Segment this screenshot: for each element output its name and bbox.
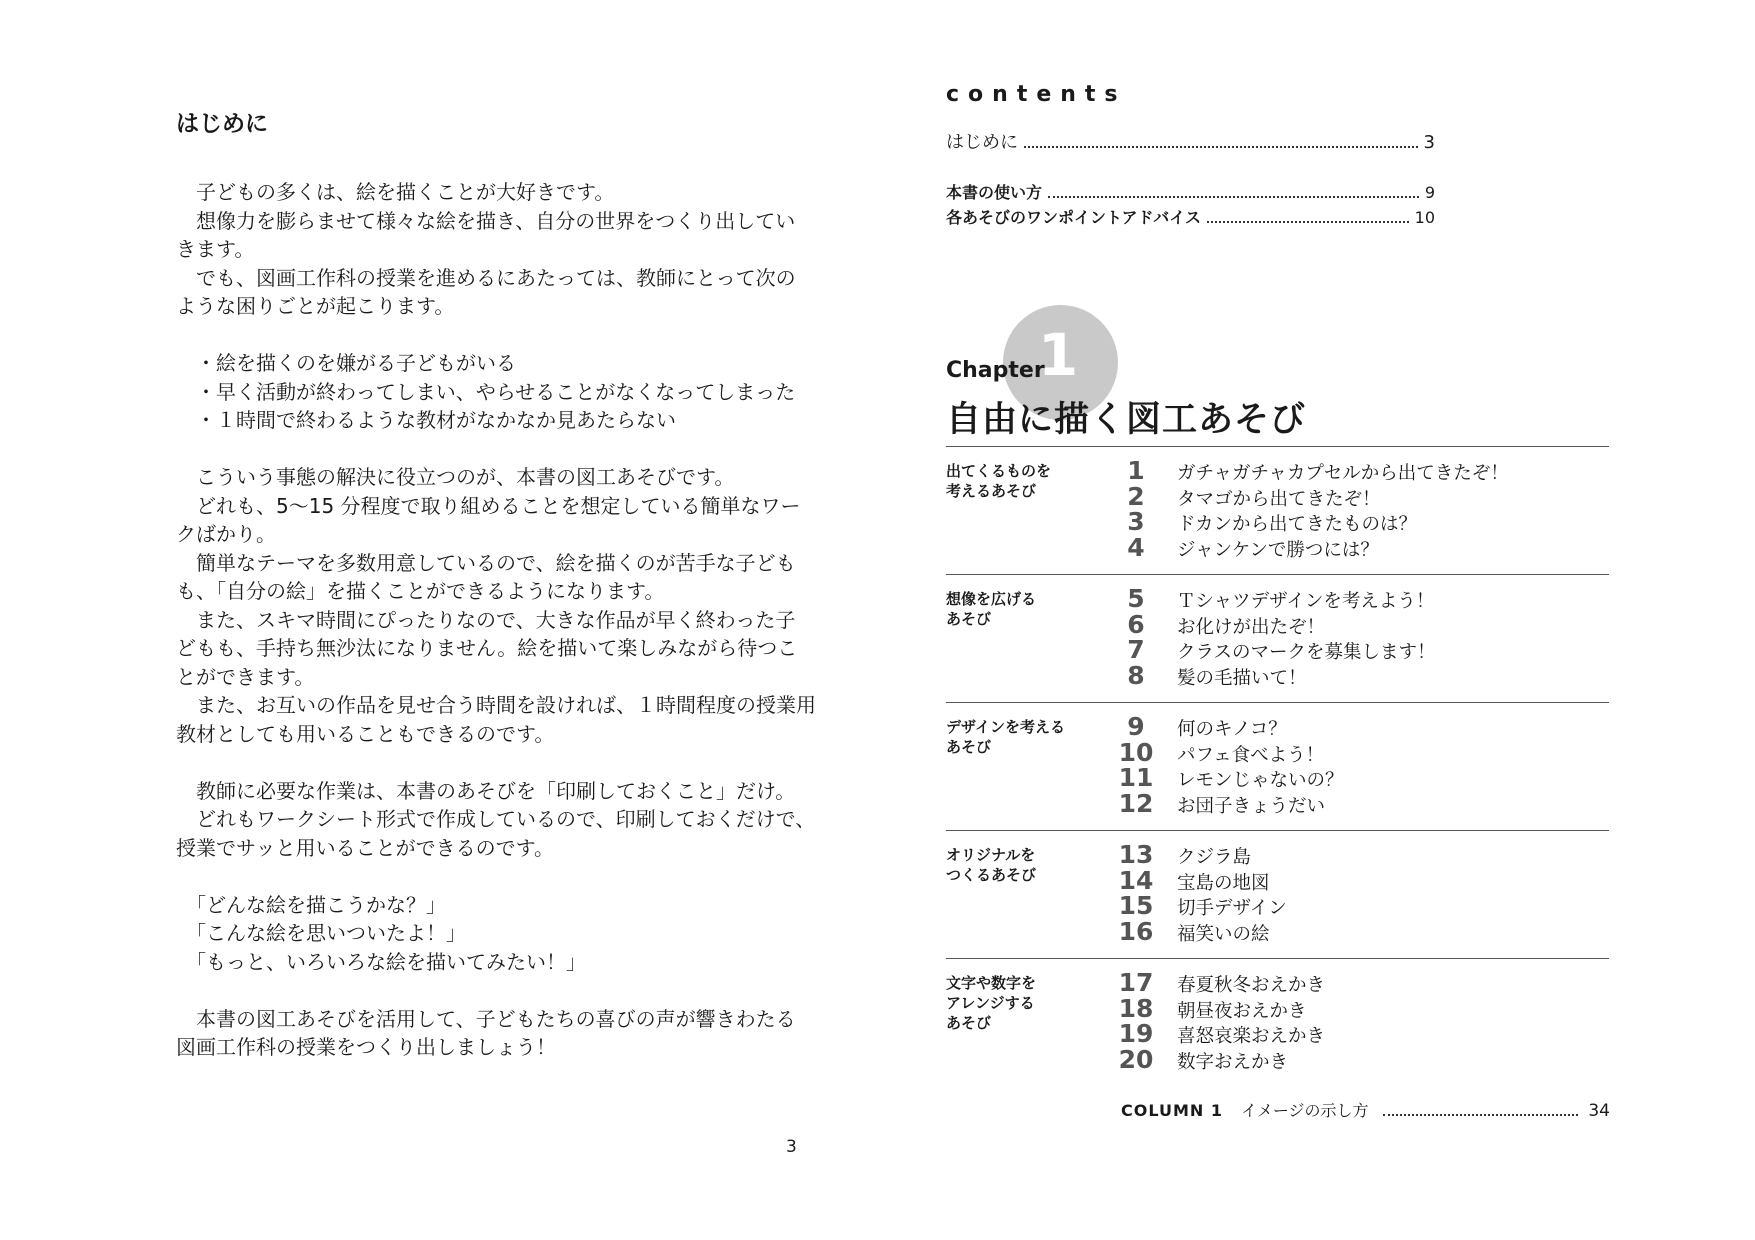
item-number: 2 xyxy=(1127,481,1145,511)
item-title: タマゴから出てきたぞ！ xyxy=(1177,488,1381,510)
item-title: 宝島の地図 xyxy=(1177,872,1270,894)
item-number: 1 xyxy=(1127,456,1145,485)
toc-item[interactable] xyxy=(1111,993,1325,1023)
group-label: 想像を広げる あそび xyxy=(946,590,1037,628)
column-title: イメージの示し方 xyxy=(1240,1101,1369,1120)
item-title: クジラ島 xyxy=(1177,847,1252,868)
introduction-page xyxy=(176,108,816,1062)
item-title: 喜怒哀楽おえかき xyxy=(1177,1026,1326,1047)
item-title: 髪の毛描いて！ xyxy=(1177,667,1307,689)
item-title: お団子きょうだい xyxy=(1177,795,1326,817)
group-items xyxy=(1111,458,1509,560)
item-number: 19 xyxy=(1118,1019,1154,1048)
item-title: レモンじゃないの？ xyxy=(1177,770,1344,791)
item-title: 何のキノコ？ xyxy=(1177,719,1287,740)
intro-bullet-list: ・絵を描くのを嫌がる子どもがいる ・早く活動が終わってしまい、やらせることがなくなってしまった ・１時間で終わるような教材がなかなか見あたらない xyxy=(195,351,796,432)
item-title: 福笑いの絵 xyxy=(1177,923,1270,945)
dot-leader xyxy=(1024,146,1418,148)
group-items xyxy=(1111,970,1325,1072)
group-label: 出てくるものを 考えるあそび xyxy=(946,462,1052,500)
toc-item[interactable] xyxy=(1111,609,1435,639)
toc-item[interactable] xyxy=(1111,916,1287,946)
toc-item[interactable] xyxy=(1111,586,1435,612)
toc-entry-introduction[interactable] xyxy=(946,128,1435,154)
item-number: 18 xyxy=(1118,993,1154,1023)
toc-item[interactable] xyxy=(1111,660,1435,690)
item-number: 20 xyxy=(1118,1044,1154,1074)
item-title: ガチャガチャカプセルから出てきたぞ！ xyxy=(1177,463,1509,484)
item-number: 11 xyxy=(1118,763,1154,792)
item-title: 数字おえかき xyxy=(1177,1051,1289,1073)
toc-group xyxy=(946,958,1609,1086)
toc-column-entry[interactable] xyxy=(1121,1098,1610,1121)
toc-entry-advice[interactable] xyxy=(946,205,1435,228)
toc-item[interactable] xyxy=(1111,788,1344,818)
chapter-number: 1 xyxy=(1037,321,1079,389)
chapter-label: Chapter xyxy=(946,358,1045,383)
toc-item[interactable] xyxy=(1111,737,1344,767)
toc-item[interactable] xyxy=(1111,532,1509,562)
intro-paragraph-1: 子どもの多くは、絵を描くことが大好きです。 想像力を膨らませて様々な絵を描き、自分の世界をつくり出してい きます。 でも、図画工作科の授業を進めるにあたっては、教師にとって次の ような困りごとが起こります。 xyxy=(176,180,796,318)
toc-entry-page: 3 xyxy=(1423,132,1435,153)
toc-item[interactable] xyxy=(1111,637,1435,663)
toc-entry-page: 10 xyxy=(1414,208,1435,227)
toc-entry-label: はじめに xyxy=(946,132,1018,153)
chapter-title: 自由に描く図工あそび xyxy=(946,400,1307,440)
toc-item[interactable] xyxy=(1111,865,1287,895)
toc-group xyxy=(946,574,1609,702)
dot-leader xyxy=(1048,196,1419,198)
item-number: 7 xyxy=(1127,635,1145,664)
toc-item[interactable] xyxy=(1111,509,1509,535)
item-title: ジャンケンで勝つには？ xyxy=(1177,539,1379,561)
item-title: 春夏秋冬おえかき xyxy=(1177,975,1326,996)
toc-group xyxy=(946,446,1609,574)
toc-item[interactable] xyxy=(1111,765,1344,791)
group-label: デザインを考える あそび xyxy=(946,718,1065,756)
contents-heading: contents xyxy=(946,82,1127,107)
item-title: お化けが出たぞ！ xyxy=(1177,616,1326,638)
toc-item[interactable] xyxy=(1111,842,1287,868)
item-number: 5 xyxy=(1127,584,1145,613)
toc-item[interactable] xyxy=(1111,970,1325,996)
toc-entry-usage[interactable] xyxy=(946,180,1435,203)
item-number: 13 xyxy=(1118,840,1154,869)
item-number: 6 xyxy=(1127,609,1145,639)
toc-group xyxy=(946,830,1609,958)
item-number: 15 xyxy=(1118,891,1154,920)
left-page-number: 3 xyxy=(786,1137,797,1157)
toc-entry-label: 本書の使い方 xyxy=(946,183,1043,202)
item-title: パフェ食べよう！ xyxy=(1177,744,1325,766)
toc-item[interactable] xyxy=(1111,714,1344,740)
item-number: 12 xyxy=(1118,788,1154,818)
item-title: Ｔシャツデザインを考えよう！ xyxy=(1177,591,1435,612)
intro-paragraph-4: 本書の図工あそびを活用して、子どもたちの喜びの声が響きわたる 図画工作科の授業をつくり出しましょう！ xyxy=(176,1006,796,1059)
group-label: オリジナルを つくるあそび xyxy=(946,846,1037,884)
introduction-title: はじめに xyxy=(176,111,268,137)
toc-item[interactable] xyxy=(1111,481,1509,511)
item-title: 朝昼夜おえかき xyxy=(1177,1000,1307,1022)
chapter-toc-groups xyxy=(946,446,1609,1086)
dot-leader xyxy=(1383,1114,1579,1116)
item-number: 9 xyxy=(1127,712,1145,741)
item-number: 14 xyxy=(1118,865,1154,895)
intro-paragraph-2: こういう事態の解決に役立つのが、本書の図工あそびです。 どれも、5〜15 分程度で取り組めることを想定している簡単なワー クばかり。 簡単なテーマを多数用意しているので、絵を描くのが苦手な子ども も、「自分の絵」を描くことができるようになります。 また、スキマ時間にぴったりなので、大きな作品が早く終わった子 どもも、手持ち無沙汰になりません。絵を描いて楽しみながら待つこ とができます。 また、お互いの作品を見せ合う時間を設ければ、１時間程度の授業用 教材としても用いることもできるのです。 xyxy=(176,465,816,746)
item-number: 17 xyxy=(1118,968,1154,997)
toc-group xyxy=(946,702,1609,830)
column-page: 34 xyxy=(1588,1101,1610,1121)
item-number: 8 xyxy=(1127,660,1145,690)
group-items xyxy=(1111,586,1435,688)
group-items xyxy=(1111,714,1344,816)
toc-entry-page: 9 xyxy=(1424,183,1435,202)
item-number: 10 xyxy=(1118,737,1154,767)
item-number: 3 xyxy=(1127,507,1145,536)
intro-paragraph-3: 教師に必要な作業は、本書のあそびを「印刷しておくこと」だけ。 どれもワークシート形式で作成しているので、印刷しておくだけで、 授業でサッと用いることができるのです。 xyxy=(176,778,816,860)
toc-item[interactable] xyxy=(1111,1021,1325,1047)
intro-quotes: 「どんな絵を描こうかな？」 「こんな絵を思いついたよ！」 「もっと、いろいろな絵を描いてみたい！」 xyxy=(195,892,586,974)
toc-item[interactable] xyxy=(1111,458,1509,484)
toc-entry-label: 各あそびのワンポイントアドバイス xyxy=(946,208,1202,227)
item-number: 16 xyxy=(1118,916,1154,946)
item-number: 4 xyxy=(1127,532,1145,562)
column-tag: COLUMN 1 xyxy=(1121,1101,1223,1120)
group-label: 文字や数字を アレンジする あそび xyxy=(946,974,1037,1032)
group-items xyxy=(1111,842,1287,944)
item-title: クラスのマークを募集します！ xyxy=(1177,642,1436,663)
toc-item[interactable] xyxy=(1111,893,1287,919)
dot-leader xyxy=(1207,221,1409,223)
item-title: 切手デザイン xyxy=(1177,898,1287,919)
item-title: ドカンから出てきたものは？ xyxy=(1177,514,1417,535)
toc-item[interactable] xyxy=(1111,1044,1325,1074)
